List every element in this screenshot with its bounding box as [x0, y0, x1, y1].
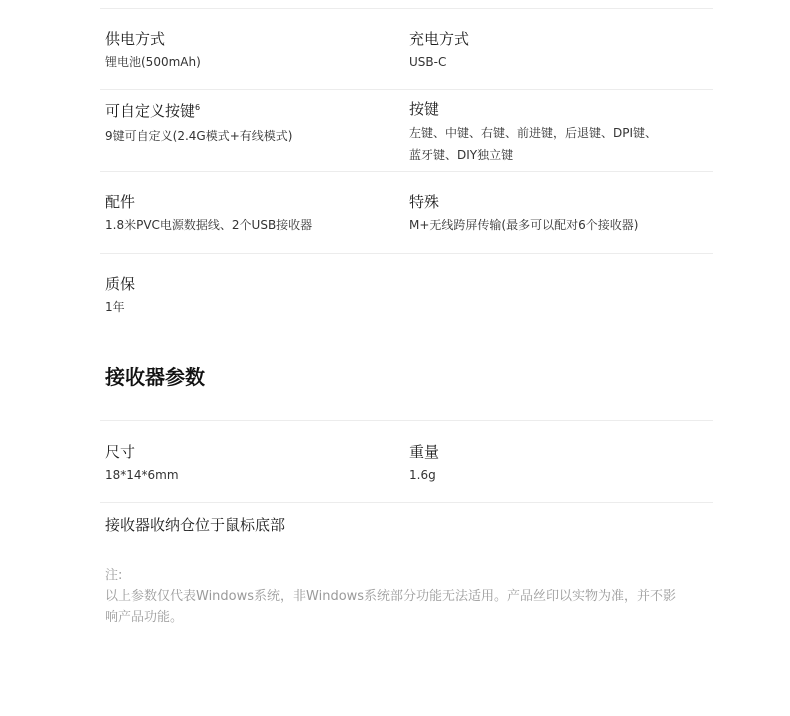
spec-label: 配件 [105, 193, 136, 211]
spec-receiver-weight [409, 442, 439, 486]
receiver-section-title: 接收器参数 [105, 365, 205, 389]
spec-value: 锂电池(500mAh) [105, 55, 201, 69]
receiver-storage-text: 接收器收纳仓位于鼠标底部 [105, 516, 286, 534]
spec-power-supply [105, 29, 201, 73]
spec-value: 9键可自定义(2.4G模式+有线模式) [105, 129, 293, 143]
divider-receiver-row [100, 502, 713, 503]
spec-label: 供电方式 [105, 30, 166, 48]
spec-value: 1.8米PVC电源数据线、2个USB接收器 [105, 218, 313, 232]
divider-top [100, 8, 713, 9]
footnote-line-2: 响产品功能。 [105, 610, 184, 625]
spec-label-text: 可自定义按键 [105, 102, 196, 120]
footnote-marker: 6 [195, 103, 201, 112]
spec-warranty [105, 274, 135, 318]
divider-row-3 [100, 253, 713, 254]
spec-value: M+无线跨屏传输(最多可以配对6个接收器) [409, 218, 639, 232]
spec-label: 充电方式 [409, 30, 470, 48]
spec-buttons [409, 99, 657, 166]
spec-label: 质保 [105, 275, 136, 293]
spec-label [105, 101, 292, 121]
spec-accessories [105, 192, 312, 236]
spec-value-line-1: 左键、中键、右键、前进键，后退键、DPI键、 [409, 126, 658, 140]
spec-label: 特殊 [409, 193, 440, 211]
divider-receiver-top [100, 420, 713, 421]
footnote [105, 565, 710, 628]
spec-value: USB-C [409, 55, 447, 69]
spec-value: 18*14*6mm [105, 468, 179, 482]
divider-row-1 [100, 89, 713, 90]
spec-label: 按键 [409, 100, 440, 118]
spec-label: 重量 [409, 443, 440, 461]
footnote-heading: 注: [105, 568, 123, 583]
spec-special [409, 192, 638, 236]
spec-value-line-2: 蓝牙键、DIY独立键 [409, 148, 514, 162]
spec-charging [409, 29, 469, 73]
spec-custom-buttons [105, 101, 292, 147]
spec-value: 1.6g [409, 468, 436, 482]
spec-label: 尺寸 [105, 443, 136, 461]
divider-row-2 [100, 171, 713, 172]
footnote-line-1: 以上参数仅代表Windows系统，非Windows系统部分功能无法适用。产品丝印以实物为准，并不影 [105, 589, 677, 604]
spec-receiver-size [105, 442, 179, 486]
spec-value: 1年 [105, 300, 125, 314]
